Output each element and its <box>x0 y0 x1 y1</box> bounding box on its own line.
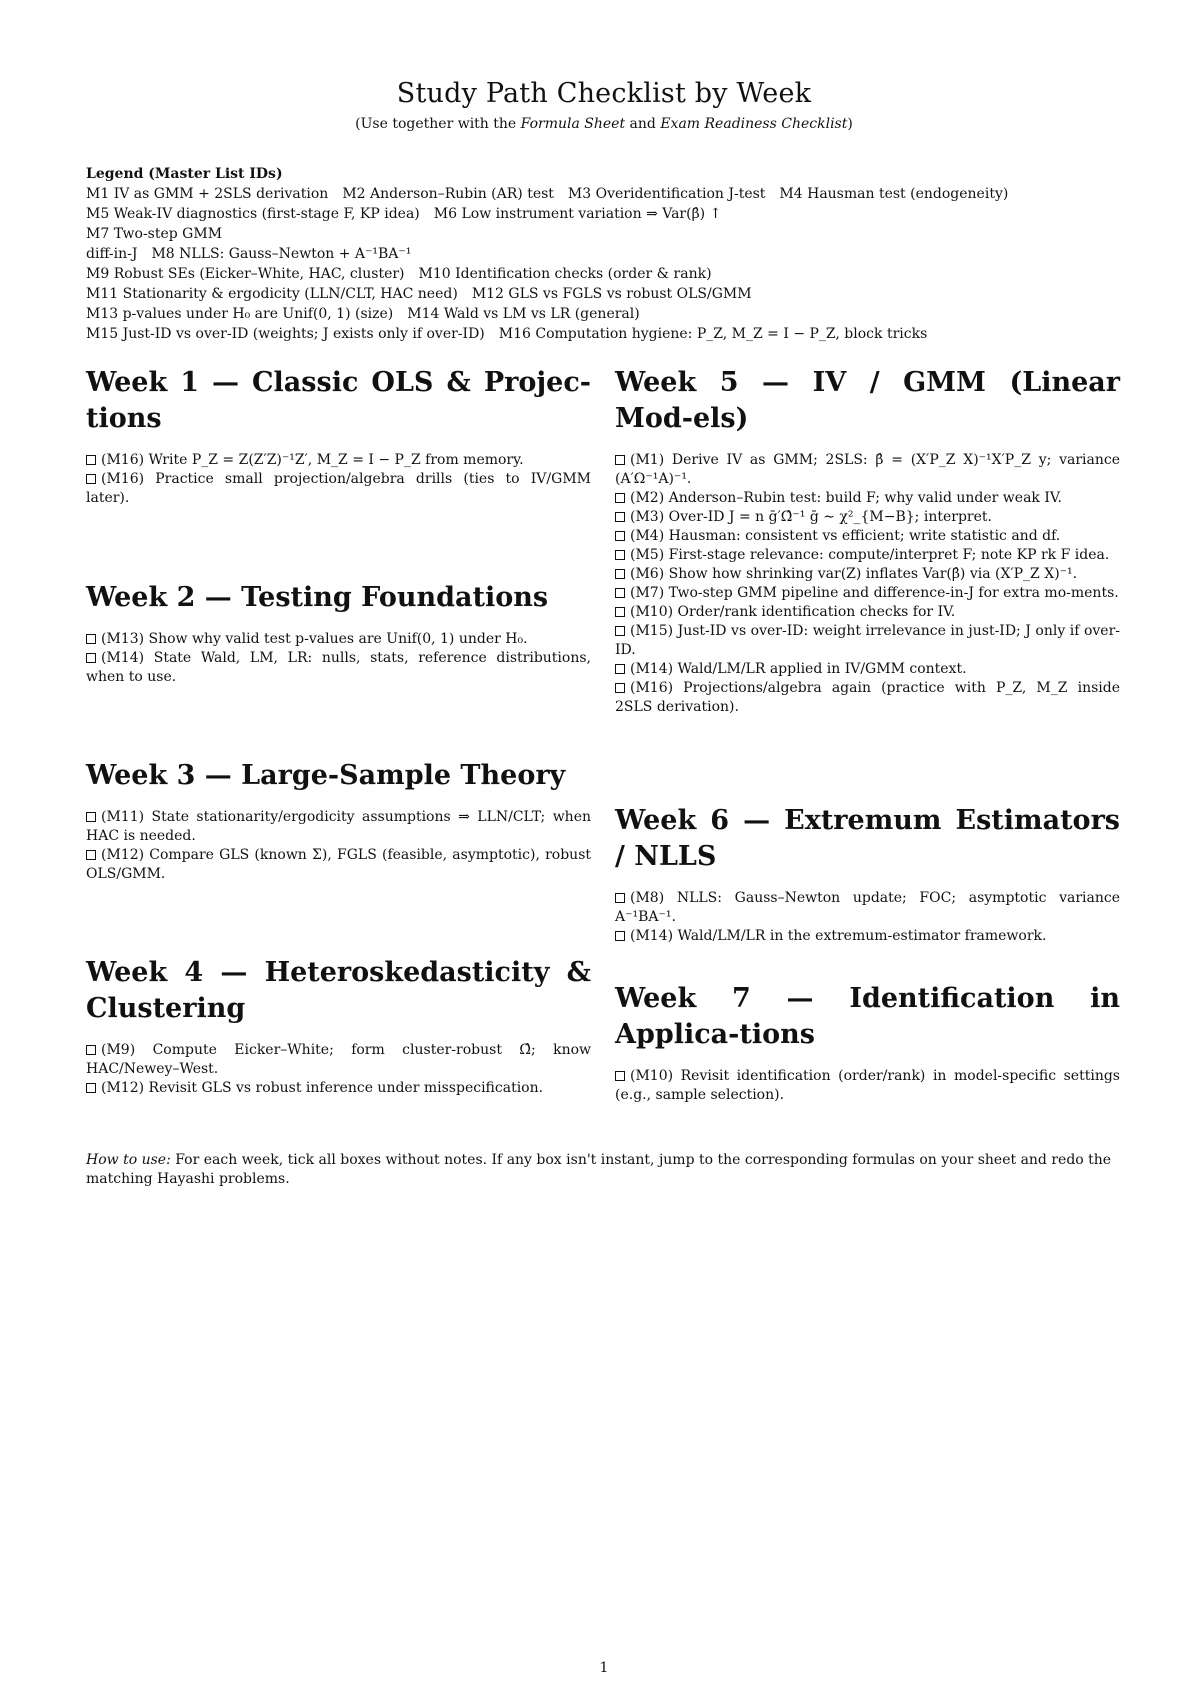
legend-entry: diff-in-J <box>86 246 138 262</box>
subtitle-prefix: (Use together with the <box>355 116 521 132</box>
legend-entry: M10 Identification checks (order & rank) <box>418 266 712 282</box>
week-4-section <box>86 955 591 1098</box>
legend-entry: M8 NLLS: Gauss–Newton + A⁻¹BA⁻¹ <box>151 246 412 262</box>
subtitle-ref-formula-sheet: Formula Sheet <box>520 116 626 132</box>
legend-entry: M7 Two-step GMM <box>86 226 223 242</box>
legend-entry: M15 Just-ID vs over-ID (weights; J exists only if over-ID) <box>86 326 485 342</box>
legend-line <box>86 184 1122 204</box>
legend-entry: M12 GLS vs FGLS vs robust OLS/GMM <box>471 286 752 302</box>
checkbox[interactable] <box>615 664 625 674</box>
checklist-item <box>615 489 1120 508</box>
checklist-item-text: (M9) Compute Eicker–White; form cluster-robust Ω̂; know HAC/Newey–West. <box>86 1042 591 1077</box>
week-1-section <box>86 365 591 508</box>
checklist-item <box>86 649 591 687</box>
checkbox[interactable] <box>615 931 625 941</box>
checklist-item-text: (M6) Show how shrinking var(Z) inflates Var(β̂) via (X′P_Z X)⁻¹. <box>630 566 1078 582</box>
checklist-item <box>86 451 591 470</box>
legend-entry: M6 Low instrument variation ⇒ Var(β̂) ↑ <box>433 206 722 222</box>
week-4-checklist <box>86 1041 591 1098</box>
subtitle-ref-exam-checklist: Exam Readiness Checklist <box>660 116 848 132</box>
checklist-item-text: (M15) Just-ID vs over-ID: weight irrelevance in just-ID; J only if over-ID. <box>615 623 1120 658</box>
legend-entry: M4 Hausman test (endogeneity) <box>779 186 1009 202</box>
how-to-use-note <box>86 1151 1122 1189</box>
checkbox[interactable] <box>615 893 625 903</box>
legend-line <box>86 304 1122 324</box>
checklist-item-text: (M2) Anderson–Rubin test: build F; why valid under weak IV. <box>630 490 1062 506</box>
checklist-item <box>615 622 1120 660</box>
week-5-heading: Week 5 — IV / GMM (Linear Mod-els) <box>615 367 1120 434</box>
checkbox[interactable] <box>86 653 96 663</box>
legend-line <box>86 204 1122 224</box>
week-1-heading: Week 1 — Classic OLS & Projec-tions <box>86 367 591 434</box>
legend-entry: M5 Weak-IV diagnostics (first-stage F, KP idea) <box>86 206 420 222</box>
checkbox[interactable] <box>615 626 625 636</box>
checklist-item <box>615 660 1120 679</box>
legend-entry: M9 Robust SEs (Eicker–White, HAC, cluster) <box>86 266 405 282</box>
week-7-checklist <box>615 1067 1120 1105</box>
checklist-item <box>615 451 1120 489</box>
checklist-item-text: (M3) Over-ID J = n ḡ′Ω̂⁻¹ ḡ ∼ χ²_{M−B}; interpret. <box>630 509 992 525</box>
checklist-item <box>615 603 1120 622</box>
checklist-item-text: (M13) Show why valid test p-values are Unif(0, 1) under H₀. <box>101 631 528 647</box>
checkbox[interactable] <box>615 607 625 617</box>
checkbox[interactable] <box>615 531 625 541</box>
checklist-item <box>615 508 1120 527</box>
checklist-item-text: (M12) Revisit GLS vs robust inference under misspecification. <box>101 1080 544 1096</box>
week-6-checklist <box>615 889 1120 946</box>
checkbox[interactable] <box>86 1045 96 1055</box>
page-title: Study Path Checklist by Week <box>396 78 812 109</box>
checkbox[interactable] <box>615 455 625 465</box>
checklist-item-text: (M5) First-stage relevance: compute/interpret F; note KP rk F idea. <box>630 547 1110 563</box>
checklist-item <box>86 470 591 508</box>
checkbox[interactable] <box>615 512 625 522</box>
week-3-heading: Week 3 — Large-Sample Theory <box>86 760 566 791</box>
how-to-use-label: How to use: <box>86 1152 171 1168</box>
checklist-item-text: (M1) Derive IV as GMM; 2SLS: β̂ = (X′P_Z X)⁻¹X′P_Z y; variance (A′Ω⁻¹A)⁻¹. <box>615 452 1120 487</box>
week-2-checklist <box>86 630 591 687</box>
checkbox[interactable] <box>86 1083 96 1093</box>
checkbox[interactable] <box>86 850 96 860</box>
checklist-item <box>615 565 1120 584</box>
checklist-item <box>615 527 1120 546</box>
checklist-item-text: (M7) Two-step GMM pipeline and difference-in-J for extra mo-ments. <box>630 585 1119 601</box>
how-to-use-text: For each week, tick all boxes without notes. If any box isn't instant, jump to the corresponding formulas on your sheet and redo the matching Hayashi problems. <box>86 1152 1112 1187</box>
document-page <box>86 0 1122 1696</box>
legend-heading: Legend (Master List IDs) <box>86 166 283 182</box>
checklist-item <box>615 1067 1120 1105</box>
checkbox[interactable] <box>615 683 625 693</box>
checklist-item-text: (M12) Compare GLS (known Σ), FGLS (feasible, asymptotic), robust OLS/GMM. <box>86 847 591 882</box>
checkbox[interactable] <box>615 588 625 598</box>
checkbox[interactable] <box>86 812 96 822</box>
legend-entry: M13 p-values under H₀ are Unif(0, 1) (size) <box>86 306 394 322</box>
checkbox[interactable] <box>615 493 625 503</box>
legend-entry: M1 IV as GMM + 2SLS derivation <box>86 186 329 202</box>
week-3-checklist <box>86 808 591 884</box>
checklist-item-text: (M16) Write P_Z = Z(Z′Z)⁻¹Z′, M_Z = I − P_Z from memory. <box>101 452 524 468</box>
week-5-checklist <box>615 451 1120 717</box>
week-3-section <box>86 758 591 884</box>
checklist-item-text: (M8) NLLS: Gauss–Newton update; FOC; asymptotic variance A⁻¹BA⁻¹. <box>615 890 1120 925</box>
subtitle <box>86 116 1122 132</box>
checklist-item <box>86 846 591 884</box>
checkbox[interactable] <box>615 1071 625 1081</box>
legend-line <box>86 284 1122 304</box>
checkbox[interactable] <box>86 474 96 484</box>
legend-line <box>86 224 1122 244</box>
week-2-heading: Week 2 — Testing Foundations <box>86 582 549 613</box>
checkbox[interactable] <box>615 569 625 579</box>
checkbox[interactable] <box>86 634 96 644</box>
subtitle-mid: and <box>625 116 661 132</box>
week-6-heading: Week 6 — Extremum Estimators / NLLS <box>615 805 1120 872</box>
week-5-section <box>615 365 1120 717</box>
checklist-item <box>615 889 1120 927</box>
legend-line <box>86 244 1122 264</box>
subtitle-suffix: ) <box>847 116 853 132</box>
checklist-item-text: (M11) State stationarity/ergodicity assumptions ⇒ LLN/CLT; when HAC is needed. <box>86 809 591 844</box>
checklist-item <box>86 1079 591 1098</box>
checklist-item <box>86 1041 591 1079</box>
checklist-item-text: (M10) Order/rank identification checks for IV. <box>630 604 956 620</box>
checklist-item <box>615 546 1120 565</box>
legend-entry: M14 Wald vs LM vs LR (general) <box>407 306 640 322</box>
checkbox[interactable] <box>615 550 625 560</box>
checklist-item <box>86 630 591 649</box>
week-6-section <box>615 803 1120 946</box>
page-number: 1 <box>599 1660 609 1676</box>
checklist-item-text: (M16) Practice small projection/algebra drills (ties to IV/GMM later). <box>86 471 591 506</box>
legend-entry: M16 Computation hygiene: P_Z, M_Z = I − P_Z, block tricks <box>498 326 928 342</box>
legend-entry: M3 Overidentification J-test <box>567 186 766 202</box>
checklist-item <box>615 679 1120 717</box>
checklist-item <box>615 584 1120 603</box>
legend <box>86 164 1122 344</box>
checklist-item <box>615 927 1120 946</box>
legend-line <box>86 264 1122 284</box>
checklist-item-text: (M14) State Wald, LM, LR: nulls, stats, reference distributions, when to use. <box>86 650 591 685</box>
checkbox[interactable] <box>86 455 96 465</box>
week-1-checklist <box>86 451 591 508</box>
week-2-section <box>86 580 591 687</box>
checklist-item-text: (M16) Projections/algebra again (practice with P_Z, M_Z inside 2SLS derivation). <box>615 680 1120 715</box>
week-7-section <box>615 981 1120 1105</box>
legend-entry: M11 Stationarity & ergodicity (LLN/CLT, HAC need) <box>86 286 458 302</box>
week-7-heading: Week 7 — Identification in Applica-tions <box>615 983 1120 1050</box>
checklist-item-text: (M10) Revisit identification (order/rank) in model-specific settings (e.g., sample selection). <box>615 1068 1120 1103</box>
week-4-heading: Week 4 — Heteroskedasticity & Clustering <box>86 957 591 1024</box>
checklist-item-text: (M14) Wald/LM/LR applied in IV/GMM context. <box>630 661 967 677</box>
checklist-item-text: (M14) Wald/LM/LR in the extremum-estimator framework. <box>630 928 1047 944</box>
legend-entry: M2 Anderson–Rubin (AR) test <box>342 186 554 202</box>
checklist-item-text: (M4) Hausman: consistent vs efficient; write statistic and df. <box>630 528 1061 544</box>
checklist-item <box>86 808 591 846</box>
legend-line <box>86 324 1122 344</box>
